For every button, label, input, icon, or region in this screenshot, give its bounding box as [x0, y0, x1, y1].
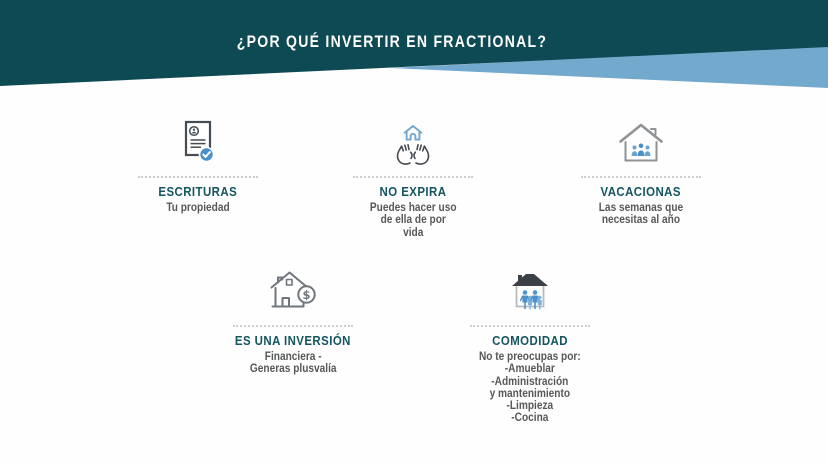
house-people-icon [507, 269, 553, 315]
dotted-divider [138, 176, 258, 178]
svg-text:$: $ [302, 287, 311, 302]
description-line: y mantenimiento [489, 387, 571, 400]
feature-escrituras [113, 120, 283, 214]
header [0, 0, 828, 100]
description-line: -Amueblar [504, 363, 556, 376]
feature-title: VACACIONAS [600, 184, 682, 199]
feature-no-expira [328, 120, 498, 239]
description-line: de ella de por [380, 214, 446, 227]
house-family-icon [615, 120, 667, 166]
hands-house-icon [389, 120, 437, 166]
description-line: -Limpieza [506, 400, 554, 413]
description-line: necesitas al año [601, 214, 681, 227]
description-line: vida [402, 226, 424, 239]
feature-description [166, 202, 229, 214]
feature-title: ESCRITURAS [158, 184, 238, 199]
house-dollar-icon [268, 269, 318, 311]
feature-description [250, 351, 337, 376]
description-line: Financiera - [264, 351, 322, 363]
description-line: -Administración [491, 375, 569, 388]
description-line: Puedes hacer uso [369, 202, 457, 214]
feature-es-una-inversion [208, 269, 378, 376]
feature-description [599, 202, 683, 227]
document-check-icon [180, 120, 216, 164]
feature-vacacionas [556, 120, 726, 227]
hands-house-icon [389, 120, 437, 166]
description-line: Generas plusvalía [249, 363, 337, 376]
feature-title: ES UNA INVERSIÓN [235, 333, 351, 348]
page-title: ¿POR QUÉ INVERTIR EN FRACTIONAL? [236, 33, 548, 51]
description-line: Tu propiedad [166, 202, 230, 214]
house-people-icon [507, 269, 553, 313]
house-dollar-icon [268, 269, 318, 315]
dotted-divider [353, 176, 473, 178]
document-check-icon [180, 120, 216, 166]
house-family-icon [615, 120, 667, 164]
feature-title: COMODIDAD [492, 333, 568, 348]
dotted-divider [581, 176, 701, 178]
feature-description [370, 202, 457, 239]
feature-description [479, 351, 581, 425]
feature-comodidad [445, 269, 615, 425]
description-line: Las semanas que [598, 202, 684, 214]
feature-title: NO EXPIRA [379, 184, 447, 199]
description-line: -Cocina [511, 412, 549, 425]
dotted-divider [470, 325, 590, 327]
description-line: No te preocupas por: [479, 351, 581, 363]
dotted-divider [233, 325, 353, 327]
